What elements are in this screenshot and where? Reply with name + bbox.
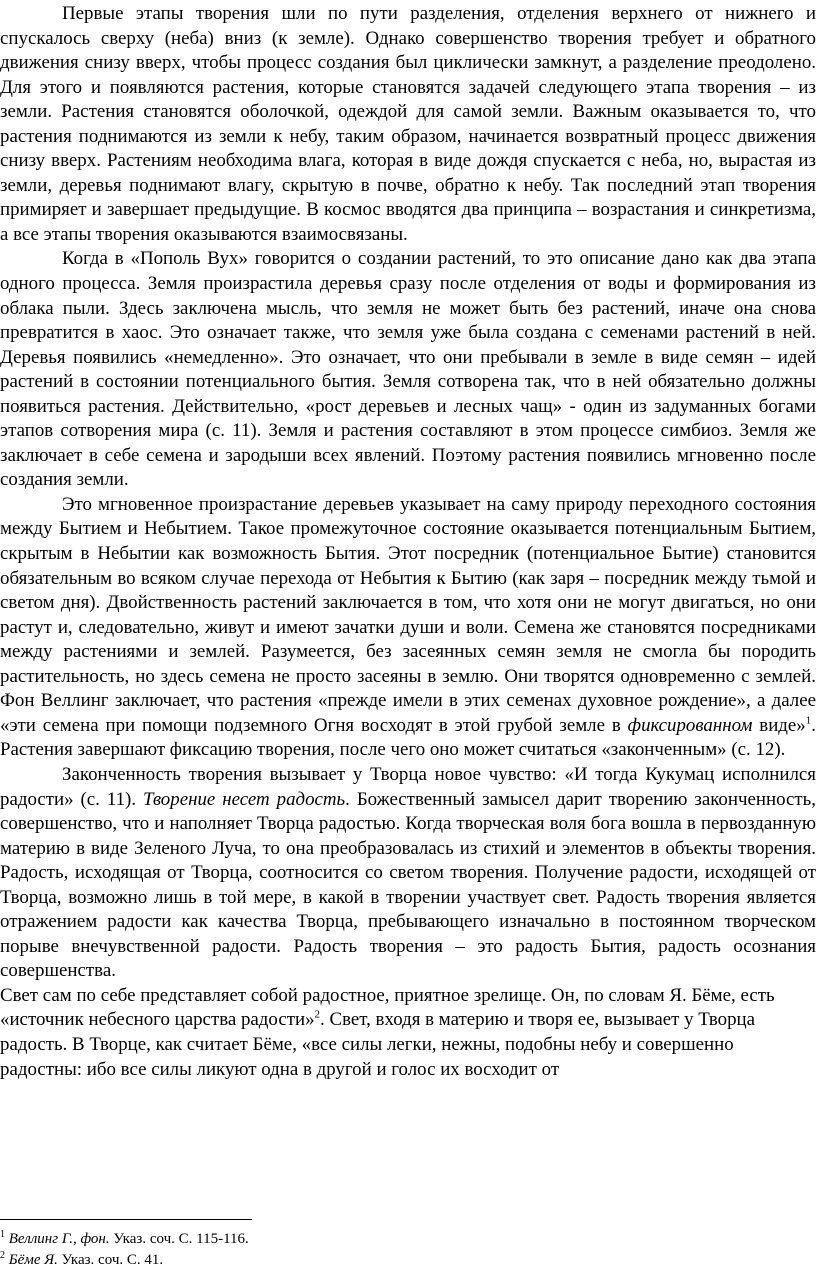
paragraph-1: Первые этапы творения шли по пути разделения, отделения верхнего от нижнего и спускалось сверху (неба) вниз (к земле). Однако совершенство творения требует и обратного движения снизу вверх, чтобы процесс создания был циклически замкнут, а разделение преодолено. Для этого и появляются растения, которые становятся задачей следующего этапа творения – из земли. Растения становятся оболочкой, одеждой для самой земли. Важным оказывается то, что растения поднимаются из земли к небу, таким образом, начинается возвратный процесс движения снизу вверх. Растениям необходима влага, которая в виде дождя спускается с неба, но, вырастая из земли, деревья поднимают влагу, скрытую в почве, обратно к небу. Так последний этап творения примиряет и завершает предыдущие. В космос вводятся два принципа – возрастания и синкретизма, а все этапы творения оказываются взаимосвязаны. bbox=[0, 3, 816, 245]
paragraph-4-text: . Божественный замысел дарит творению законченность, совершенство, что и наполняет Творца радостью. Когда творческая воля бога вошла в первозданную материю в виде Зеленого Луча, то она преобразовалась из стихий и элементов в объекты творения. Радость, исходящая от Творца, соотносится со светом творения. Получение радости, исходящей от Творца, возможно лишь в той мере, в какой в творении участвует свет. Радость творения является отражением радости как качества Творца, пребывающего изначально в постоянном творческом порыве внечувственной радости. Радость творения – это радость Бытия, радость осознания совершенства. bbox=[0, 788, 816, 982]
paragraph-4 bbox=[0, 763, 816, 984]
footnote-number: 2 bbox=[0, 1250, 5, 1261]
paragraph-2: Когда в «Пополь Вух» говорится о создании растений, то это описание дано как два этапа одного процесса. Земля произрастила деревья сразу после отделения от воды и формирования из облака пыли. Здесь заключена мысль, что земля не может быть без растений, иначе она снова превратится в хаос. Это означает также, что земля уже была создана с семенами растений в ней. Деревья появились «немедленно». Это означает, что они пребывали в земле в виде семян – идей растений в состоянии потенциального бытия. Земля сотворена так, что в ней обязательно должны появиться растения. Действительно, «рост деревьев и лесных чащ» - один из задуманных богами этапов сотворения мира (с. 11). Земля и растения составляют в этом процессе симбиоз. Земля же заключает в себе семена и зародыши всех явлений. Поэтому растения появились мгновенно после создания земли. bbox=[0, 248, 816, 491]
body-text bbox=[0, 2, 816, 1082]
paragraph-3 bbox=[0, 493, 816, 763]
paragraph-5-text: Свет сам по себе представляет собой радостное, приятное зрелище. Он, по словам Я. Бёме, есть «источник небесного царства радости» bbox=[0, 984, 775, 1031]
paragraph-5 bbox=[0, 984, 816, 1082]
footnote-1 bbox=[0, 1230, 816, 1248]
paragraph-4-italic: Творение несет радость bbox=[143, 788, 346, 810]
paragraph-3-text: Это мгновенное произрастание деревьев указывает на саму природу переходного состояния между Бытием и Небытием. Такое промежуточное состояние оказывается потенциальным Бытием, скрытым в Небытии как возможность Бытия. Этот посредник (потенциальное Бытие) становится обязательным во всяком случае перехода от Небытия к Бытию (как заря – посредник между тьмой и светом дня). Двойственность растений заключается в том, что хотя они не могут двигаться, но они растут и, следовательно, живут и имеют зачатки души и воли. Семена же становятся посредниками между растениями и землей. Разумеется, без засеянных семян земля не смогла бы породить растительность, но здесь семена не просто засеяны в землю. Они творятся одновременно с землей. Фон Веллинг заключает, что растения «прежде имели в этих семенах духовное рождение», а далее «эти семена при помощи подземного Огня восходят в этой грубой земле в bbox=[0, 493, 816, 736]
footnote-2 bbox=[0, 1251, 816, 1269]
footnote-author: Бёме Я. bbox=[8, 1252, 58, 1268]
paragraph-5-text: . Свет, входя в материю и творя ее, вызывает у Творца радость. В Творце, как считает Бёме, «все силы легки, нежны, подобны небу и совершенно радостны: ибо все силы ликуют одна в другой и голос их восходит от bbox=[0, 1009, 756, 1080]
paragraph-3-text: . Растения завершают фиксацию творения, после чего оно может считаться «законченным» (с. 12). bbox=[0, 714, 816, 761]
footnote-text: Указ. соч. С. 41. bbox=[57, 1252, 164, 1268]
footnote-ref-1[interactable]: 1 bbox=[805, 714, 812, 727]
paragraph-3-text: виде» bbox=[752, 714, 806, 736]
paragraph-4-text: Законченность творения вызывает у Творца новое чувство: «И тогда Кукумац исполнился радости» (с. 11). bbox=[0, 763, 816, 810]
footnote-separator bbox=[0, 1219, 252, 1220]
footnote-author: Веллинг Г., фон. bbox=[8, 1231, 110, 1247]
footnote-text: Указ. соч. С. 115-116. bbox=[109, 1231, 249, 1247]
footnote-ref-2[interactable]: 2 bbox=[314, 1009, 321, 1022]
paragraph-3-italic: фиксированном bbox=[627, 714, 753, 736]
footnote-number: 1 bbox=[0, 1229, 5, 1240]
